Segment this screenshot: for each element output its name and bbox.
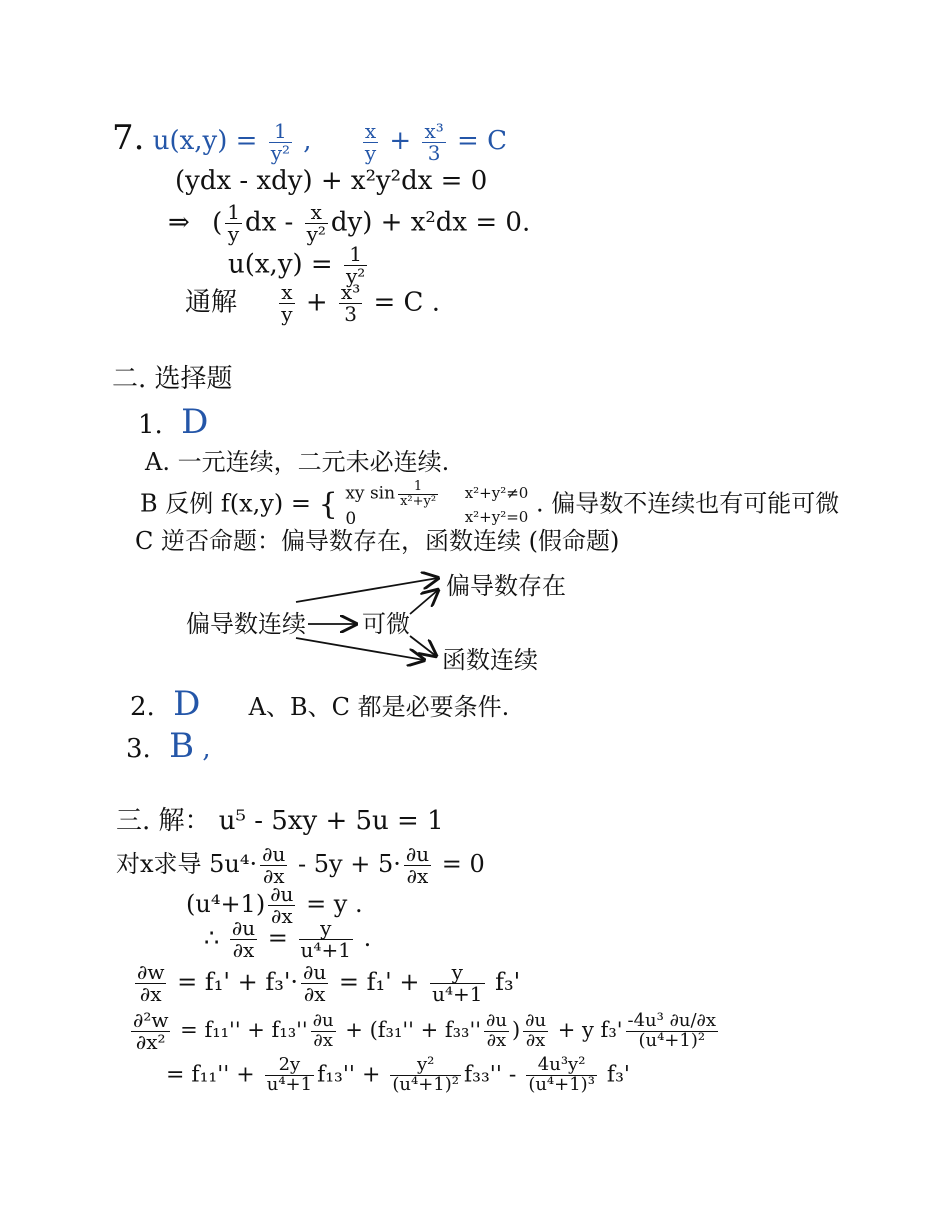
diagram-partials-continuous: 偏导数连续 — [186, 610, 306, 638]
fraction: $\frac{1}{y}$ — [227, 200, 240, 246]
fraction: $\frac{y}{\text{u⁴+1}}$ — [300, 916, 351, 962]
fraction: $\frac{\partial u}{\partial x}$ — [303, 960, 327, 1006]
sec3-line3: ∴ $\frac{\partial u}{\partial x}$ = $\frac{y}{\text{u⁴+1}}$ . — [204, 916, 372, 962]
q3-answer: B — [169, 726, 195, 766]
sec2-q1: 1. D — [138, 402, 209, 442]
section-3-heading: 三. 解： u⁵ - 5xy + 5u = 1 — [116, 806, 444, 836]
sec3-line1: 对x求导 5u⁴· $\frac{\partial u}{\partial x}$ - 5y + 5· $\frac{\partial u}{\partial x}$ = 0 — [116, 842, 485, 888]
sec3-line2: (u⁴+1) $\frac{\partial u}{\partial x}$ = y . — [186, 882, 363, 928]
sec3-line4: $\frac{\partial w}{\partial x}$ = f₁' + f₃'· $\frac{\partial u}{\partial x}$ = f₁' + $\frac{y}{\text{u⁴+1}}$ f₃' — [137, 960, 521, 1006]
fraction: $\frac{1}{\text{y²}}$ — [345, 242, 366, 288]
sec2-q3: 3. B , — [126, 726, 211, 766]
section-3-title: 三. 解： — [116, 806, 211, 836]
fraction: $\frac{\partial u}{\partial x}$ — [262, 842, 286, 888]
fraction: $\frac{1}{\text{y²}}$ — [270, 118, 291, 165]
sec3-line5: $\frac{\text{∂²w}}{\text{∂x²}}$ = f₁₁'' + f₁₃'' $\frac{\partial u}{\partial x}$ + (f₃₁'' + f₃₃'' $\frac{\partial u}{\partial x}$ ) $\frac{\partial u}{\partial x}$ + y f₃' $\frac{\text{-4u³ ∂u/∂x}}{\text{(u⁴+1)²}}$ — [133, 1008, 717, 1054]
fraction: $\frac{\partial u}{\partial x}$ — [312, 1010, 334, 1051]
sec2-q1-b: B 反例 f(x,y) = { xy sin $\frac{1}{\text{x²+y²}}$ 0 x²+y²≠0 x²+y²=0 . 偏导数不连续也有可能可微 — [140, 479, 840, 530]
piecewise-cases: xy sin $\frac{1}{\text{x²+y²}}$ 0 — [345, 479, 437, 530]
fraction: $\frac{1}{\text{x²+y²}}$ — [400, 479, 437, 509]
fraction: $\frac{\partial w}{\partial x}$ — [137, 960, 165, 1006]
q7-line4: 通解 $\frac{x}{y}$ + $\frac{\text{x³}}{3}$ = C . — [185, 280, 440, 326]
fraction: $\frac{x}{y}$ — [281, 280, 293, 326]
fraction: $\frac{\partial u}{\partial x}$ — [486, 1010, 507, 1051]
section-2-title: 二. 选择题 — [112, 364, 233, 394]
q2-answer: D — [173, 684, 201, 724]
fraction: $\frac{\partial u}{\partial x}$ — [231, 916, 256, 962]
q7-line1: (ydx - xdy) + x²y²dx = 0 — [175, 166, 488, 196]
fraction: $\frac{y}{\text{u⁴+1}}$ — [432, 960, 483, 1006]
fraction: $\frac{\text{4u³y²}}{\text{(u⁴+1)³}}$ — [528, 1054, 595, 1095]
sec3-line6: = f₁₁'' + $\frac{2y}{\text{u⁴+1}}$ f₁₃'' + $\frac{\text{y²}}{\text{(u⁴+1)²}}$ f₃₃'' - $\frac{\text{4u³y²}}{\text{(u⁴+1)³}}$ f₃' — [166, 1054, 630, 1095]
fraction: $\frac{\partial u}{\partial x}$ — [270, 882, 294, 928]
fraction: $\frac{\partial u}{\partial x}$ — [405, 842, 430, 888]
q1-answer: D — [181, 402, 209, 442]
fraction: $\frac{x}{y}$ — [364, 118, 377, 165]
fraction: $\frac{\text{∂²w}}{\text{∂x²}}$ — [133, 1008, 169, 1054]
q7-line3: u(x,y) = $\frac{1}{\text{y²}}$ — [228, 242, 366, 288]
q7-integrating-factor: u(x,y) = $\frac{1}{\text{y²}}$ , — [152, 118, 312, 165]
fraction: $\frac{\partial u}{\partial x}$ — [525, 1010, 547, 1051]
q7-line2: ⇒ ( $\frac{1}{y}$ dx - $\frac{x}{\text{y²}}$ dy) + x²dx = 0. — [168, 200, 531, 246]
fraction: $\frac{x}{\text{y²}}$ — [306, 200, 326, 246]
fraction: $\frac{2y}{\text{u⁴+1}}$ — [266, 1054, 313, 1095]
fraction: $\frac{\text{y²}}{\text{(u⁴+1)²}}$ — [392, 1054, 459, 1095]
fraction: $\frac{\text{x³}}{3}$ — [340, 280, 361, 326]
diagram-differentiable: 可微 — [362, 610, 410, 638]
sec2-q1-a: A. 一元连续，二元未必连续. — [145, 448, 450, 476]
diagram-function-continuous: 函数连续 — [442, 646, 538, 674]
fraction: $\frac{\text{-4u³ ∂u/∂x}}{\text{(u⁴+1)²}}$ — [627, 1010, 717, 1051]
piecewise-conditions: x²+y²≠0 x²+y²=0 — [464, 484, 529, 527]
diagram-partials-exist: 偏导数存在 — [446, 572, 566, 600]
q7-number: 7. — [112, 118, 145, 158]
sec2-q2: 2. D A、B、C 都是必要条件. — [130, 684, 510, 724]
general-solution-label: 通解 — [185, 287, 238, 318]
fraction: $\frac{\text{x³}}{3}$ — [424, 118, 444, 165]
q7-answer: $\frac{x}{y}$ + $\frac{\text{x³}}{3}$ = C — [364, 118, 507, 165]
sec2-q1-c: C 逆否命题：偏导数存在，函数连续 (假命题) — [135, 527, 620, 555]
